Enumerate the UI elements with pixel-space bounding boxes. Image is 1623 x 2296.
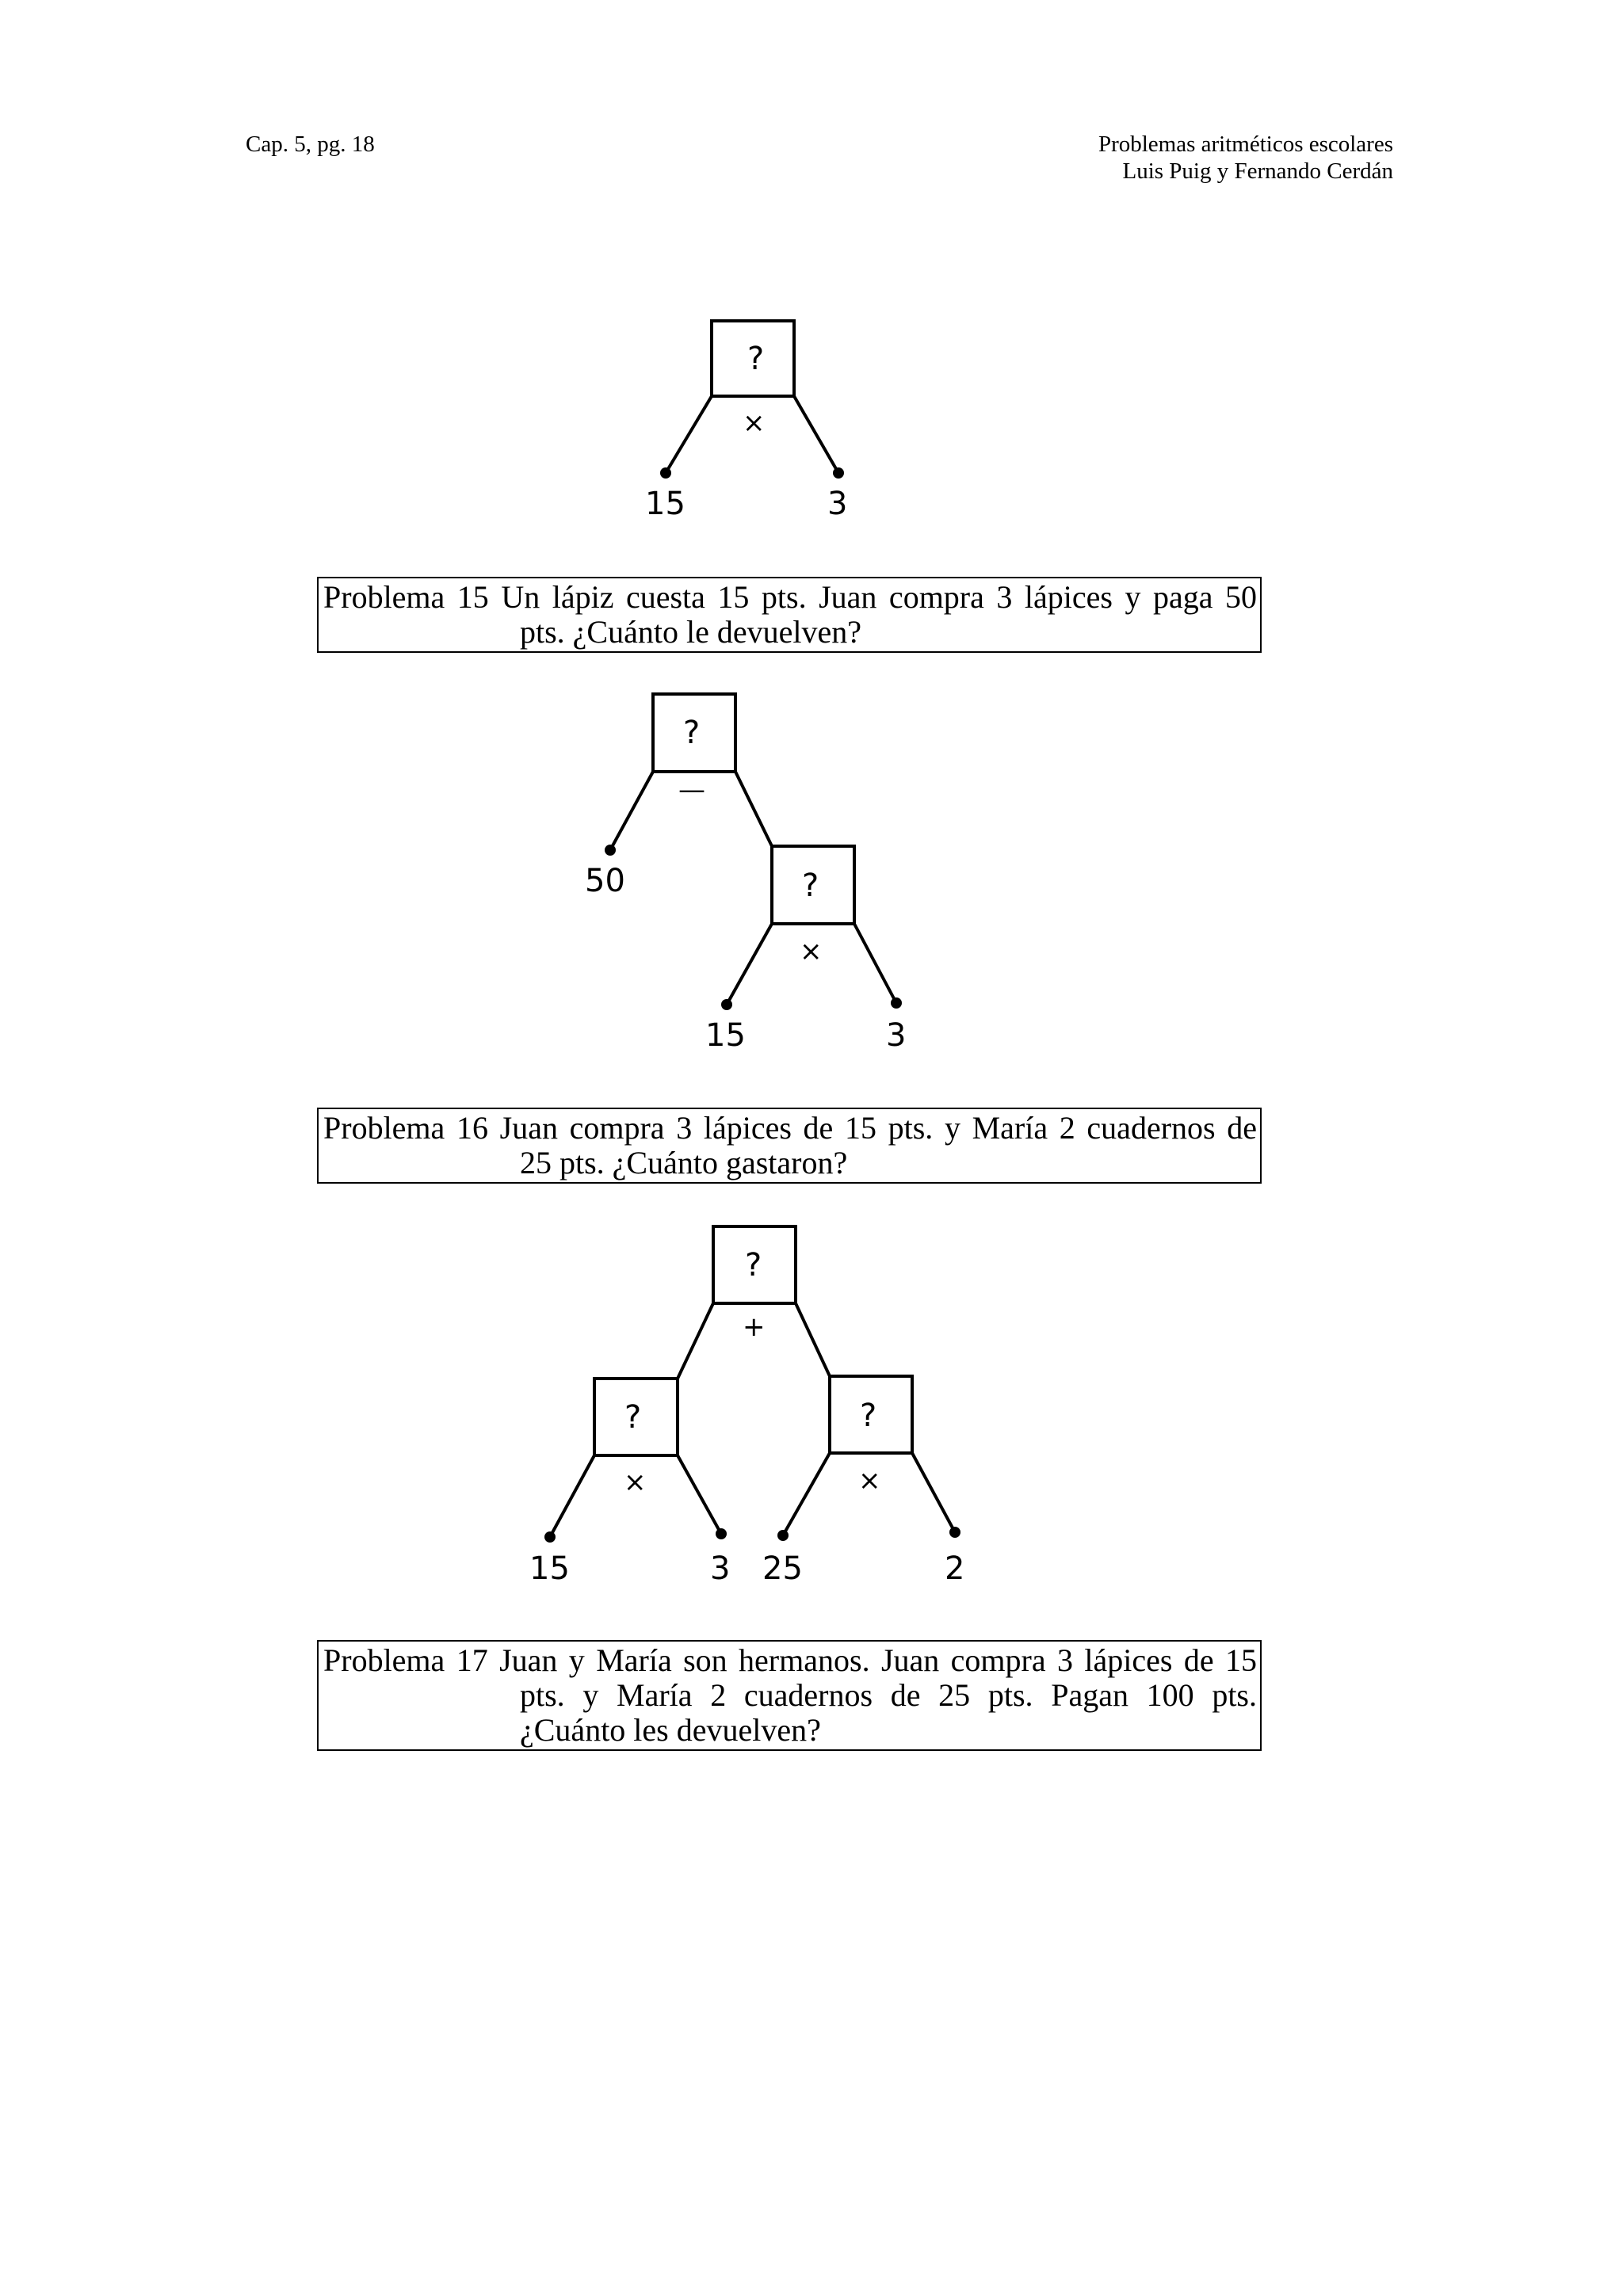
d3-left-root-mark: ? (624, 1399, 642, 1436)
problem-17-box (317, 1640, 1262, 1751)
d3-ll-branch (550, 1455, 594, 1537)
problem-16-text-2: 25 pts. ¿Cuánto gastaron? (520, 1145, 848, 1180)
d3-right-branch (796, 1303, 830, 1376)
d3-ll-node (544, 1531, 556, 1543)
book-title: Problemas aritméticos escolares (1098, 132, 1393, 157)
d1-op: × (743, 407, 766, 439)
d3-rr-value: 2 (945, 1550, 965, 1587)
d2-right-branch (735, 772, 772, 846)
problem-16-line1 (323, 1111, 1257, 1146)
d2-sub-left-branch (727, 924, 772, 1005)
problem-17-line2 (323, 1678, 1257, 1713)
d1-right-value: 3 (827, 486, 848, 522)
problem-15-label: Problema 15 (323, 579, 489, 615)
problem-17-line1 (323, 1643, 1257, 1678)
d1-left-value: 15 (645, 486, 685, 522)
d2-left-branch (610, 772, 653, 850)
problem-17-label: Problema 17 (323, 1642, 488, 1678)
problem-15-text-1: Un lápiz cuesta 15 pts. Juan compra 3 lápices y paga 50 (488, 579, 1257, 615)
d3-root-mark: ? (745, 1247, 762, 1283)
d3-left-op: × (624, 1466, 647, 1498)
problem-16-line2 (323, 1146, 1257, 1180)
book-authors: Luis Puig y Fernando Cerdán (1122, 158, 1393, 184)
d3-lr-node (716, 1528, 727, 1539)
d1-left-branch (666, 396, 712, 473)
d3-rl-branch (783, 1453, 830, 1535)
d3-ll-value: 15 (529, 1550, 570, 1587)
diagram-2 (610, 694, 896, 1005)
d2-op: — (678, 774, 705, 806)
problem-17-line3 (323, 1713, 1257, 1748)
d3-right-root-mark: ? (860, 1398, 877, 1434)
problem-16-label: Problema 16 (323, 1110, 488, 1146)
d3-rr-branch (912, 1453, 955, 1532)
problem-17-text-1: Juan y María son hermanos. Juan compra 3 lápices de 15 (487, 1642, 1257, 1678)
problem-16-text-1: Juan compra 3 lápices de 15 pts. y María 2 cuadernos de (487, 1110, 1257, 1146)
d3-rl-value: 25 (762, 1550, 803, 1587)
d1-root-mark: ? (747, 341, 765, 377)
d2-sub-left-value: 15 (705, 1017, 746, 1054)
d2-sub-right-value: 3 (886, 1017, 907, 1054)
d3-op: + (743, 1311, 766, 1343)
d1-right-branch (794, 396, 838, 473)
problem-15-line2 (323, 615, 1257, 650)
d1-right-node (833, 467, 844, 479)
d3-lr-value: 3 (710, 1550, 731, 1587)
d1-left-node (660, 467, 671, 479)
d2-sub-root-mark: ? (802, 868, 819, 904)
problem-17-text-3: ¿Cuánto les devuelven? (520, 1712, 821, 1748)
d3-right-op: × (858, 1465, 881, 1497)
d3-rl-node (777, 1530, 789, 1541)
d2-left-node (605, 845, 616, 856)
problem-17-text-2: pts. y María 2 cuadernos de 25 pts. Pagan 100 pts. (520, 1677, 1257, 1713)
d2-root-mark: ? (683, 715, 701, 751)
d3-left-branch (678, 1303, 713, 1379)
d2-sub-op: × (800, 936, 823, 967)
d3-rr-node (949, 1527, 960, 1538)
d3-lr-branch (678, 1455, 721, 1534)
problem-15-line1 (323, 580, 1257, 615)
problem-15-text-2: pts. ¿Cuánto le devuelven? (520, 614, 861, 650)
problem-15-box (317, 577, 1262, 653)
d2-left-value: 50 (585, 863, 625, 899)
problem-16-box (317, 1108, 1262, 1184)
chapter-page-ref: Cap. 5, pg. 18 (246, 132, 375, 157)
d2-sub-right-node (891, 997, 902, 1009)
d2-sub-left-node (721, 999, 732, 1010)
d2-sub-right-branch (854, 924, 896, 1003)
